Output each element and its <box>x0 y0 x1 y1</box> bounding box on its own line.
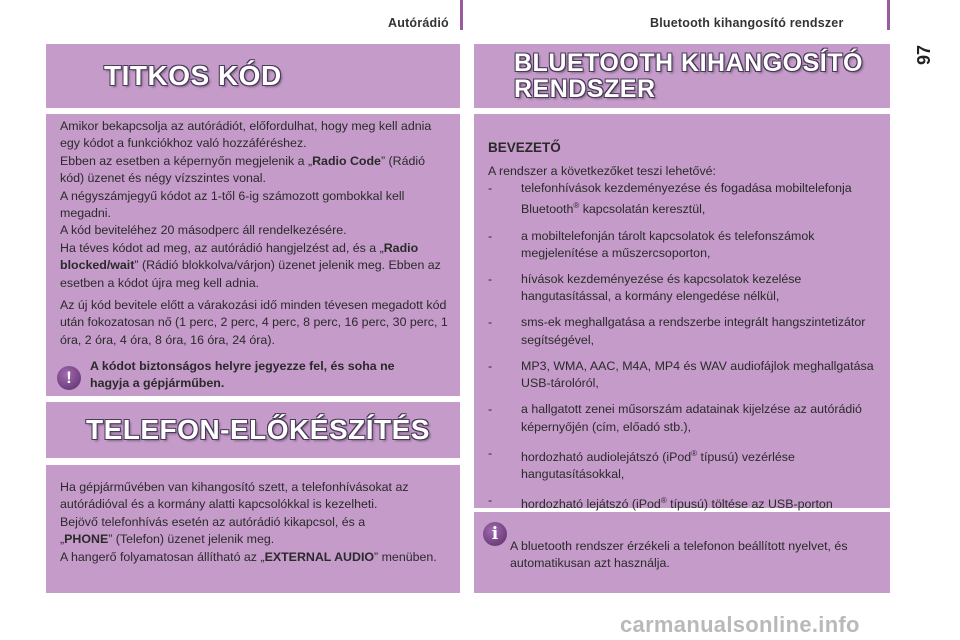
feature-text: a mobiltelefonján tárolt kapcsolatok és telefonszámok megjelenítése a műszercsoporton, <box>521 228 815 260</box>
feature-list-item <box>488 180 882 219</box>
intro-text: A rendszer a következőket teszi lehetővé: <box>488 164 716 178</box>
feature-list-item <box>488 271 882 306</box>
phone-prep-pa: Ha gépjárművében van kihangosító szett, a telefonhívásokat az autórádióval és a kormány alatti kapcsolókkal is kezelheti. <box>60 480 409 512</box>
list-dash: - <box>488 445 493 460</box>
phone-prep-pc-post: ” (Telefon) üzenet jelenik meg. <box>108 532 275 547</box>
feature-text: hordozható audiolejátszó (iPod <box>521 449 692 464</box>
feature-text: MP3, WMA, AAC, M4A, MP4 és WAV audiofájlok meghallgatása USB-tárolóról, <box>521 358 874 391</box>
info-panel <box>474 512 890 593</box>
phone-prep-title: TELEFON-ELŐKÉSZÍTÉS <box>86 414 430 445</box>
list-dash: - <box>488 181 493 195</box>
secret-code-p1b-post: ” (Rádió kód) üzenet és négy vízszintes vonal. <box>60 153 426 186</box>
phone-prep-text <box>60 479 454 566</box>
secret-code-p2: Az új kód bevitele előtt a várakozási idő minden tévesen megadott kód után fokozatosan nő (1 perc, 2 perc, 4 perc, 8 perc, 16 perc, 30 perc, 1 óra, 2 óra, 4 óra, 8 óra, 16 óra, 24 óra). <box>60 298 448 347</box>
list-dash: - <box>488 228 493 243</box>
feature-list-item <box>488 445 882 484</box>
intro-heading: BEVEZETŐ <box>488 140 561 155</box>
secret-code-p1e-post: ” (Rádió blokkolva/várjon) üzenet jelenik meg. Ebben az esetben a kódot újra meg kell adnia. <box>60 258 441 290</box>
feature-list-item <box>488 228 882 263</box>
phone-prep-body-panel <box>46 465 460 593</box>
feature-text: a hallgatott zenei műsorszám adatainak kijelzése az autórádió képernyőjén (cím, előadó stb.), <box>521 402 862 434</box>
secret-code-text <box>60 118 452 349</box>
list-dash: - <box>488 402 493 417</box>
list-dash: - <box>488 493 493 508</box>
bluetooth-title-panel <box>474 44 890 108</box>
secret-code-body-panel <box>46 114 460 396</box>
secret-code-p1e-pre: Ha téves kódot ad meg, az autórádió hangjelzést ad, és a „ <box>60 240 384 255</box>
feature-text: hívások kezdeményezése és kapcsolatok kezelése hangutasítással, a kormány elengedése nélkül, <box>521 271 802 304</box>
feature-text: telefonhívások kezdeményezése és fogadása mobiltelefonja Bluetooth <box>521 181 852 217</box>
registered-mark: ® <box>660 496 667 506</box>
list-dash: - <box>488 315 493 330</box>
page-number: 97 <box>914 44 934 66</box>
radio-code-label: Radio Code <box>312 153 381 168</box>
secret-code-title: TITKOS KÓD <box>104 60 282 91</box>
secret-code-warning: A kódot biztonságos helyre jegyezze fel, és soha ne hagyja a gépjárműben. <box>90 359 395 391</box>
external-audio-label: EXTERNAL AUDIO <box>264 549 375 564</box>
registered-mark: ® <box>691 448 698 458</box>
secret-code-p1a: Amikor bekapcsolja az autórádiót, előfordulhat, hogy meg kell adnia egy kódot a funkciókhoz való hozzáféréshez. <box>60 119 432 151</box>
feature-list-item <box>488 358 882 393</box>
phone-prep-pd-post: ” menüben. <box>374 549 437 564</box>
radio-blocked-label: Radio blocked/wait <box>60 240 419 273</box>
bluetooth-body-panel <box>474 114 890 512</box>
secret-code-p1d: A kód beviteléhez 20 másodperc áll rendelkezésére. <box>60 223 347 238</box>
list-dash: - <box>488 358 493 373</box>
feature-text-cont: típusú) vezérlése hangutasításokkal, <box>521 449 795 482</box>
bluetooth-title <box>514 50 863 102</box>
bluetooth-title-line2: RENDSZER <box>514 75 656 103</box>
secret-code-p1c: A négyszámjegyű kódot az 1-től 6-ig számozott gombokkal kell megadni. <box>60 188 405 221</box>
phone-prep-pd-pre: A hangerő folyamatosan állítható az „ <box>60 549 265 564</box>
watermark: carmanualsonline.info <box>620 612 860 637</box>
registered-mark: ® <box>573 201 580 211</box>
phone-prep-pb: Bejövő telefonhívás esetén az autórádió kikapcsol, és a <box>60 514 366 529</box>
header-divider-right <box>887 0 890 30</box>
phone-prep-pc-pre: „ <box>60 532 65 547</box>
feature-text-cont: típusú) töltése az USB-porton <box>670 497 833 512</box>
info-icon: i <box>483 522 507 546</box>
bluetooth-title-line1: BLUETOOTH KIHANGOSÍTÓ <box>514 49 863 77</box>
list-dash: - <box>488 271 493 286</box>
feature-list <box>488 180 882 540</box>
feature-list-item <box>488 314 882 349</box>
info-text: A bluetooth rendszer érzékeli a telefonon beállított nyelvet, és automatikusan azt használja. <box>510 539 848 571</box>
phone-label: PHONE <box>64 532 109 547</box>
feature-text: sms-ek meghallgatása a rendszerbe integrált hangszintetizátor segítségével, <box>521 315 866 347</box>
header-right-label: Bluetooth kihangosító rendszer <box>650 16 844 30</box>
header-left-label: Autórádió <box>388 16 449 30</box>
secret-code-p1b-pre: Ebben az esetben a képernyőn megjelenik a „ <box>60 153 313 168</box>
feature-text: hordozható lejátszó (iPod <box>521 497 661 512</box>
feature-list-item <box>488 401 882 436</box>
feature-text-cont: kapcsolatán keresztül, <box>579 202 706 217</box>
header-divider-left <box>460 0 463 30</box>
phone-prep-title-panel <box>46 402 460 458</box>
warning-icon: ! <box>57 366 81 390</box>
secret-code-title-panel <box>46 44 460 108</box>
